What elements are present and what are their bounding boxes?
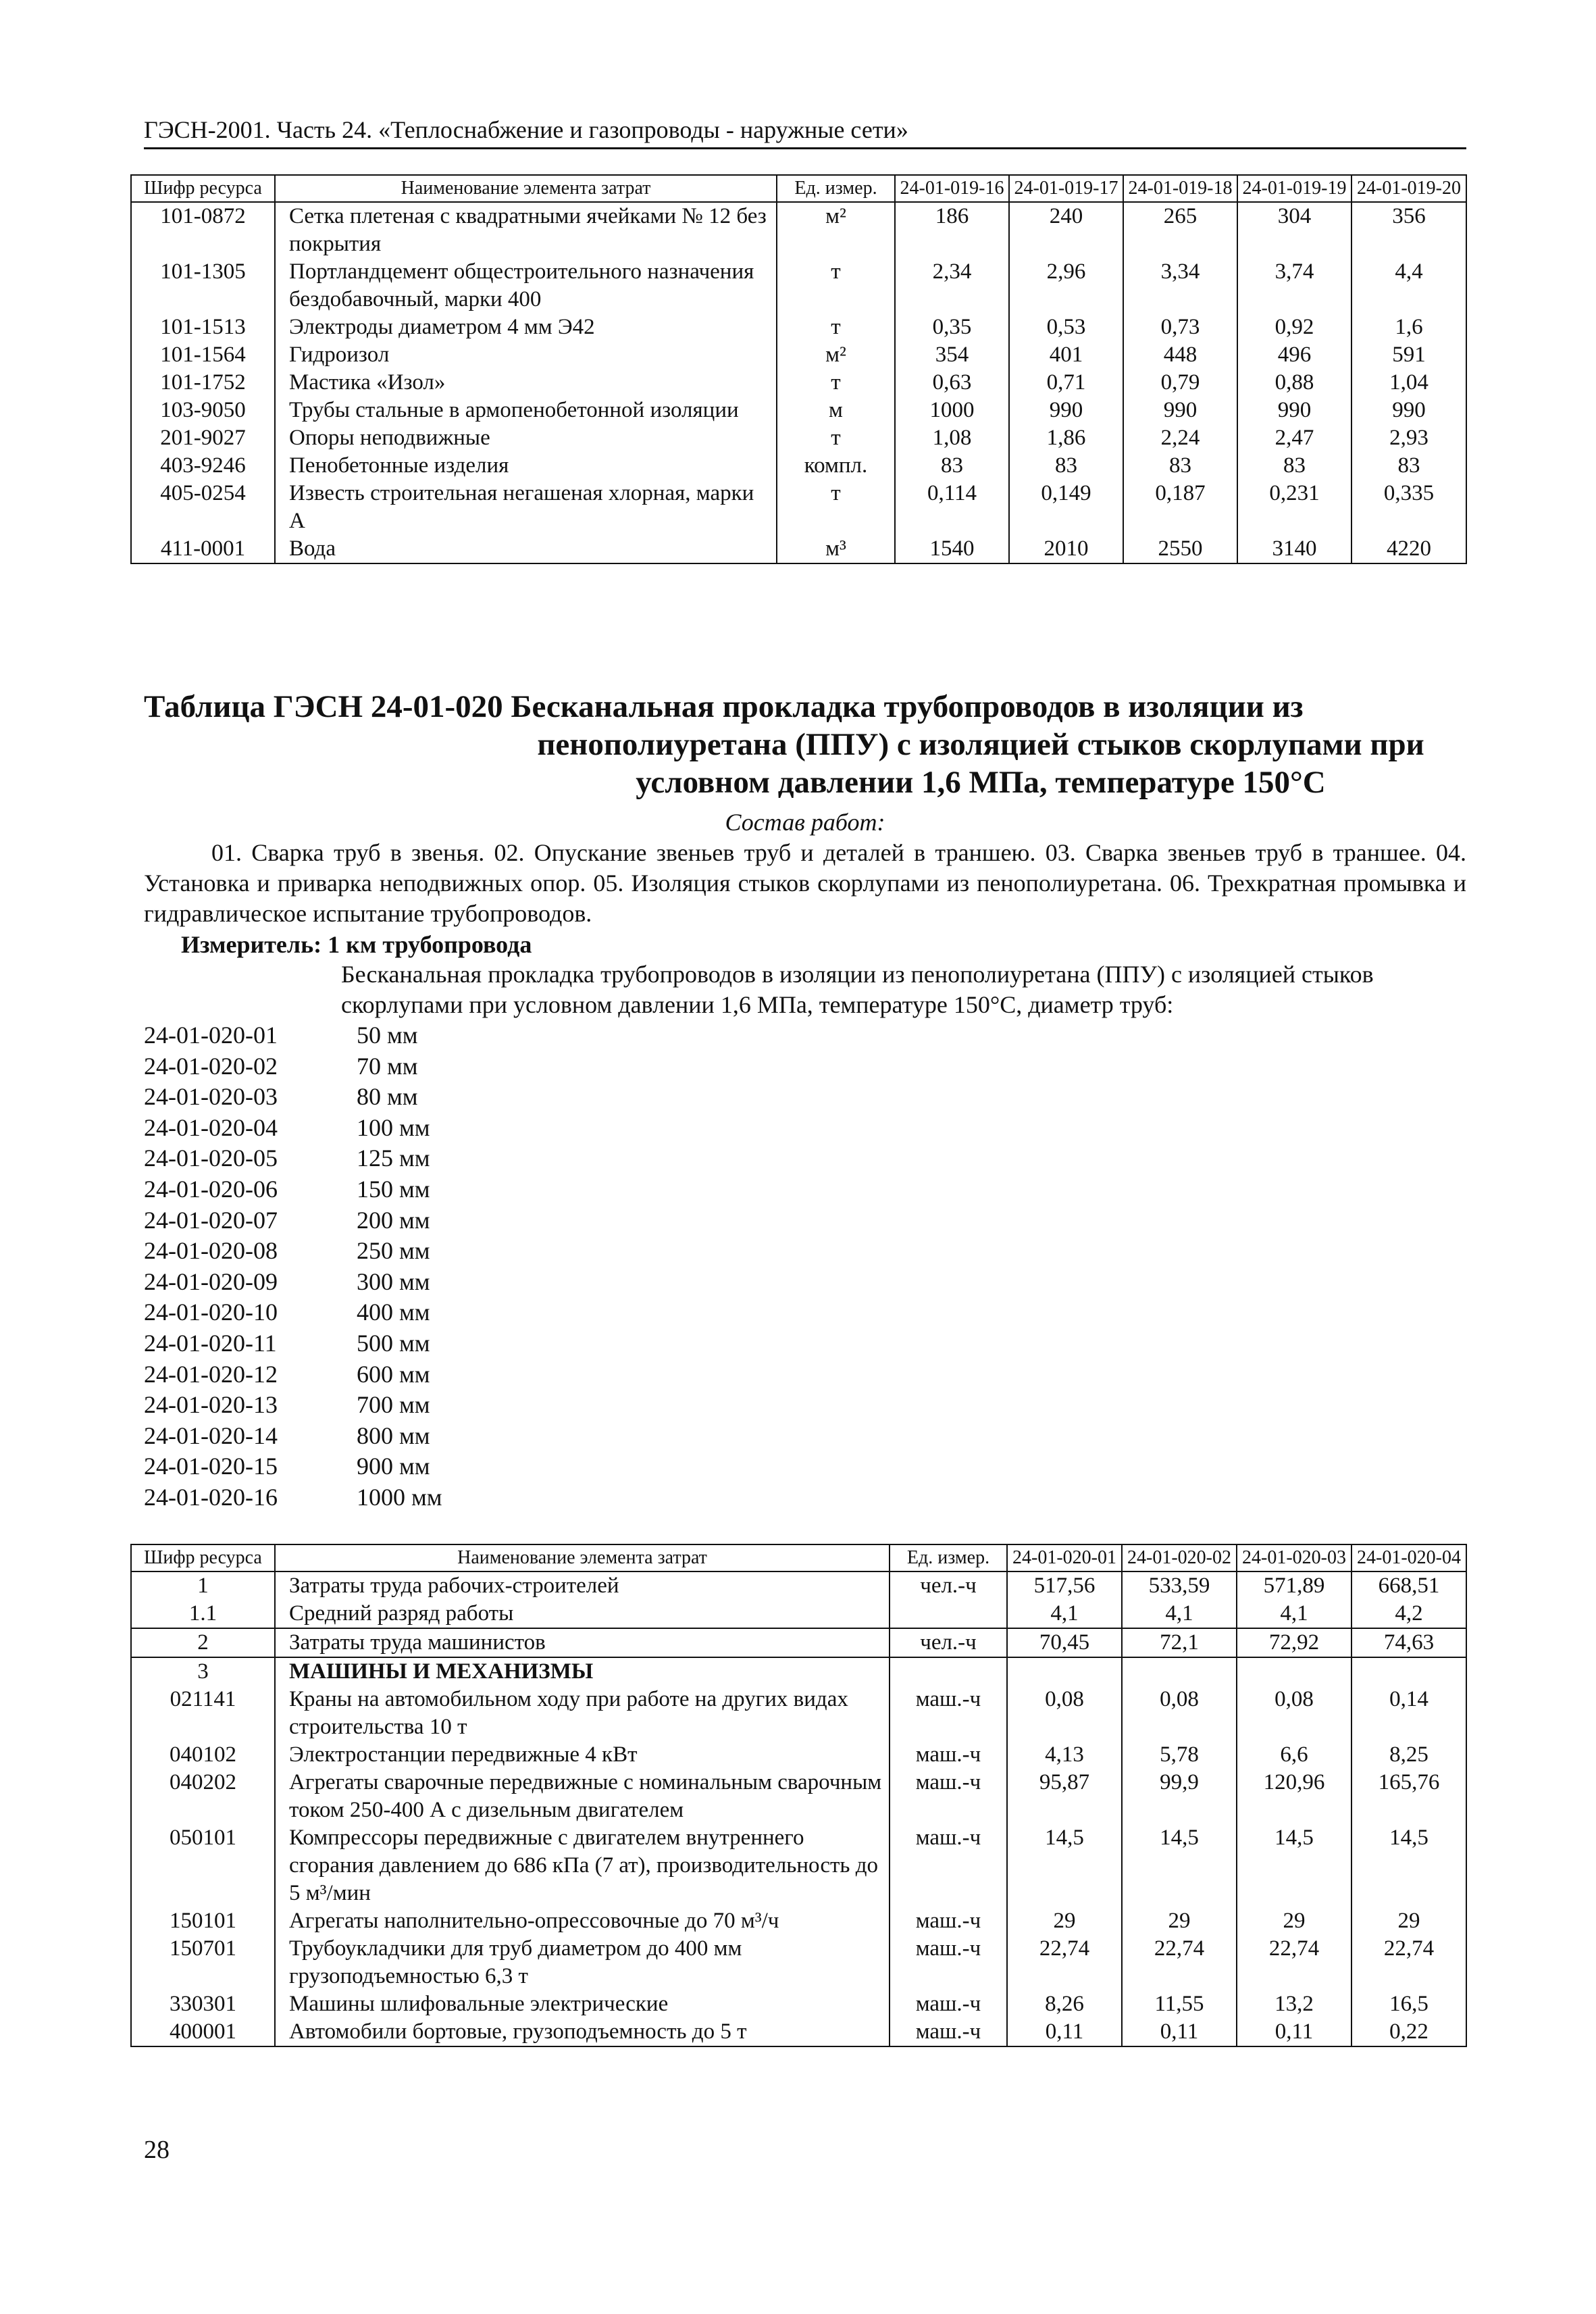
value: 0,187 <box>1123 480 1237 535</box>
resource-code: 103-9050 <box>131 397 275 424</box>
list-item <box>144 1082 442 1113</box>
value: 1,08 <box>895 424 1009 452</box>
pipe-diameter: 900 мм <box>357 1453 430 1480</box>
list-item <box>144 1174 442 1205</box>
pipe-diameter: 1000 мм <box>357 1483 442 1511</box>
value: 990 <box>1123 397 1237 424</box>
unit: компл. <box>777 452 895 480</box>
value: 74,63 <box>1352 1628 1466 1657</box>
resource-name: Компрессоры передвижные с двигателем внутреннего сгорания давлением до 686 кПа (7 ат), производительность до 5 м³/мин <box>275 1824 890 1907</box>
value: 4,4 <box>1352 258 1466 313</box>
unit: маш.-ч <box>890 2018 1007 2046</box>
column-header: 24-01-019-17 <box>1009 175 1123 202</box>
norm-code: 24-01-020-16 <box>144 1483 278 1511</box>
column-header: 24-01-020-03 <box>1237 1544 1352 1571</box>
pipe-diameter: 125 мм <box>357 1145 430 1172</box>
list-item <box>144 1482 442 1513</box>
column-header: 24-01-020-04 <box>1352 1544 1466 1571</box>
resource-code: 330301 <box>131 1990 275 2018</box>
title-line-1: Таблица ГЭСН 24-01-020 Бесканальная прокладка трубопроводов в изоляции из <box>144 689 1304 724</box>
value: 83 <box>1352 452 1466 480</box>
table-row <box>131 1935 1466 1990</box>
table-row <box>131 452 1466 480</box>
table-row <box>131 1628 1466 1657</box>
value: 4,1 <box>1237 1600 1352 1628</box>
value: 83 <box>1123 452 1237 480</box>
value: 0,08 <box>1122 1686 1237 1741</box>
value: 13,2 <box>1237 1990 1352 2018</box>
resource-name: Мастика «Изол» <box>275 369 777 397</box>
unit: т <box>777 369 895 397</box>
list-item <box>144 1143 442 1174</box>
unit: т <box>777 258 895 313</box>
resource-name: Вода <box>275 535 777 563</box>
page-number: 28 <box>144 2136 170 2164</box>
resource-code: 040102 <box>131 1741 275 1769</box>
list-item <box>144 1051 442 1082</box>
list-item <box>144 1297 442 1328</box>
value: 668,51 <box>1352 1571 1466 1600</box>
resource-code: 101-1513 <box>131 313 275 341</box>
unit: т <box>777 313 895 341</box>
value: 0,114 <box>895 480 1009 535</box>
value: 990 <box>1352 397 1466 424</box>
table-row <box>131 1741 1466 1769</box>
column-header: 24-01-019-16 <box>895 175 1009 202</box>
value: 3,74 <box>1237 258 1352 313</box>
value: 165,76 <box>1352 1769 1466 1824</box>
value: 0,11 <box>1237 2018 1352 2046</box>
table-title <box>144 688 1466 801</box>
resource-code: 1.1 <box>131 1600 275 1628</box>
pipe-diameter: 250 мм <box>357 1237 430 1265</box>
value: 83 <box>895 452 1009 480</box>
works-heading: Состав работ: <box>725 809 885 836</box>
norm-code: 24-01-020-14 <box>144 1422 278 1449</box>
value: 0,71 <box>1009 369 1123 397</box>
table-row <box>131 480 1466 535</box>
value: 120,96 <box>1237 1769 1352 1824</box>
resource-code: 101-1564 <box>131 341 275 369</box>
list-item <box>144 1267 442 1298</box>
resource-code: 405-0254 <box>131 480 275 535</box>
value: 4,1 <box>1007 1600 1122 1628</box>
value: 14,5 <box>1237 1824 1352 1907</box>
value: 304 <box>1237 202 1352 258</box>
pipe-diameter: 100 мм <box>357 1113 430 1141</box>
value: 3140 <box>1237 535 1352 563</box>
value: 0,63 <box>895 369 1009 397</box>
table-body <box>131 202 1466 563</box>
value: 2,47 <box>1237 424 1352 452</box>
resource-code: 403-9246 <box>131 452 275 480</box>
table-row <box>131 535 1466 563</box>
list-item <box>144 1390 442 1421</box>
value: 0,35 <box>895 313 1009 341</box>
resource-code: 021141 <box>131 1686 275 1741</box>
value: 6,6 <box>1237 1741 1352 1769</box>
unit: маш.-ч <box>890 1741 1007 1769</box>
norm-code: 24-01-020-06 <box>144 1175 278 1203</box>
value: 0,73 <box>1123 313 1237 341</box>
value: 29 <box>1352 1907 1466 1935</box>
value <box>1237 1657 1352 1686</box>
value: 2,24 <box>1123 424 1237 452</box>
column-header: 24-01-019-19 <box>1237 175 1352 202</box>
value: 0,08 <box>1237 1686 1352 1741</box>
value: 4,1 <box>1122 1600 1237 1628</box>
resource-code: 050101 <box>131 1824 275 1907</box>
value: 4,2 <box>1352 1600 1466 1628</box>
resource-name: Пенобетонные изделия <box>275 452 777 480</box>
value: 517,56 <box>1007 1571 1122 1600</box>
resource-name: Затраты труда машинистов <box>275 1628 890 1657</box>
value: 0,79 <box>1123 369 1237 397</box>
value: 72,1 <box>1122 1628 1237 1657</box>
value: 2,34 <box>895 258 1009 313</box>
value: 22,74 <box>1352 1935 1466 1990</box>
value: 4220 <box>1352 535 1466 563</box>
unit: чел.-ч <box>890 1571 1007 1600</box>
unit: маш.-ч <box>890 1824 1007 1907</box>
resource-name: Автомобили бортовые, грузоподъемность до 5 т <box>275 2018 890 2046</box>
unit: чел.-ч <box>890 1628 1007 1657</box>
unit: маш.-ч <box>890 1935 1007 1990</box>
value: 11,55 <box>1122 1990 1237 2018</box>
resource-name: Гидроизол <box>275 341 777 369</box>
value: 4,13 <box>1007 1741 1122 1769</box>
value: 14,5 <box>1122 1824 1237 1907</box>
value: 14,5 <box>1007 1824 1122 1907</box>
resource-name: МАШИНЫ И МЕХАНИЗМЫ <box>275 1657 890 1686</box>
value: 1,6 <box>1352 313 1466 341</box>
unit <box>890 1657 1007 1686</box>
column-header: Наименование элемента затрат <box>275 1544 890 1571</box>
table-row <box>131 1990 1466 2018</box>
value: 1540 <box>895 535 1009 563</box>
table-row <box>131 424 1466 452</box>
resource-name: Электроды диаметром 4 мм Э42 <box>275 313 777 341</box>
norm-code: 24-01-020-08 <box>144 1237 278 1265</box>
value: 29 <box>1237 1907 1352 1935</box>
norm-description: Бесканальная прокладка трубопроводов в изоляции из пенополиуретана (ППУ) с изоляцией стыков скорлупами при условном давлении 1,6 МПа, температуре 150°С, диаметр труб: <box>341 961 1374 1018</box>
value: 0,53 <box>1009 313 1123 341</box>
table-body <box>131 1571 1466 2046</box>
unit: маш.-ч <box>890 1686 1007 1741</box>
pipe-diameter: 80 мм <box>357 1083 418 1111</box>
value: 0,08 <box>1007 1686 1122 1741</box>
value: 83 <box>1237 452 1352 480</box>
value: 591 <box>1352 341 1466 369</box>
value: 14,5 <box>1352 1824 1466 1907</box>
resource-name: Портландцемент общестроительного назначения бездобавочный, марки 400 <box>275 258 777 313</box>
norm-code: 24-01-020-04 <box>144 1113 278 1141</box>
value: 0,11 <box>1007 2018 1122 2046</box>
table-row <box>131 258 1466 313</box>
list-item <box>144 1451 442 1482</box>
value: 3,34 <box>1123 258 1237 313</box>
list-item <box>144 1328 442 1359</box>
code-list <box>144 1020 442 1513</box>
value: 2,96 <box>1009 258 1123 313</box>
column-header: Наименование элемента затрат <box>275 175 777 202</box>
resource-code: 201-9027 <box>131 424 275 452</box>
norm-code: 24-01-020-01 <box>144 1022 278 1049</box>
value: 990 <box>1237 397 1352 424</box>
value: 240 <box>1009 202 1123 258</box>
value: 0,22 <box>1352 2018 1466 2046</box>
unit: маш.-ч <box>890 1769 1007 1824</box>
unit: т <box>777 480 895 535</box>
table-header-row <box>131 175 1466 202</box>
unit: маш.-ч <box>890 1990 1007 2018</box>
resource-code: 411-0001 <box>131 535 275 563</box>
resource-code: 150701 <box>131 1935 275 1990</box>
resource-code: 1 <box>131 1571 275 1600</box>
table-row <box>131 1907 1466 1935</box>
column-header: Ед. измер. <box>777 175 895 202</box>
value: 0,88 <box>1237 369 1352 397</box>
resource-name: Известь строительная негашеная хлорная, марки А <box>275 480 777 535</box>
column-header: Шифр ресурса <box>131 1544 275 1571</box>
list-item <box>144 1205 442 1236</box>
value: 16,5 <box>1352 1990 1466 2018</box>
norm-code: 24-01-020-13 <box>144 1391 278 1419</box>
value: 401 <box>1009 341 1123 369</box>
resource-name: Электростанции передвижные 4 кВт <box>275 1741 890 1769</box>
works-list: 01. Сварка труб в звенья. 02. Опускание звеньев труб и деталей в траншею. 03. Сварка звеньев труб в траншее. 04. Установка и приварка неподвижных опор. 05. Изоляция стыков скорлупами из пенополиуретана. 06. Трехкратная промывка и гидравлическое испытание трубопроводов. <box>144 839 1466 927</box>
pipe-diameter: 150 мм <box>357 1175 430 1203</box>
resource-name: Краны на автомобильном ходу при работе на других видах строительства 10 т <box>275 1686 890 1741</box>
pipe-diameter: 400 мм <box>357 1299 430 1326</box>
value: 571,89 <box>1237 1571 1352 1600</box>
title-line-3: условном давлении 1,6 МПа, температуре 150°С <box>636 765 1326 800</box>
resource-code: 150101 <box>131 1907 275 1935</box>
unit: м² <box>777 202 895 258</box>
column-header: 24-01-020-02 <box>1122 1544 1237 1571</box>
pipe-diameter: 700 мм <box>357 1391 430 1419</box>
pipe-diameter: 50 мм <box>357 1022 418 1049</box>
pipe-diameter: 800 мм <box>357 1422 430 1449</box>
unit <box>890 1600 1007 1628</box>
value: 265 <box>1123 202 1237 258</box>
norm-code: 24-01-020-10 <box>144 1299 278 1326</box>
unit: маш.-ч <box>890 1907 1007 1935</box>
table-row <box>131 369 1466 397</box>
resource-name: Трубы стальные в армопенобетонной изоляции <box>275 397 777 424</box>
resources-table <box>130 1544 1467 2047</box>
table-row <box>131 1769 1466 1824</box>
resource-code: 101-0872 <box>131 202 275 258</box>
resource-name: Агрегаты сварочные передвижные с номинальным сварочным током 250-400 А с дизельным двигателем <box>275 1769 890 1824</box>
resource-code: 3 <box>131 1657 275 1686</box>
list-item <box>144 1421 442 1452</box>
value: 5,78 <box>1122 1741 1237 1769</box>
value: 1000 <box>895 397 1009 424</box>
list-item <box>144 1113 442 1144</box>
value: 990 <box>1009 397 1123 424</box>
column-header: 24-01-019-18 <box>1123 175 1237 202</box>
value: 354 <box>895 341 1009 369</box>
table-row <box>131 1824 1466 1907</box>
value <box>1007 1657 1122 1686</box>
resource-name: Сетка плетеная с квадратными ячейками № 12 без покрытия <box>275 202 777 258</box>
table-row <box>131 397 1466 424</box>
value: 22,74 <box>1007 1935 1122 1990</box>
value: 22,74 <box>1122 1935 1237 1990</box>
pipe-diameter: 600 мм <box>357 1360 430 1388</box>
value: 8,25 <box>1352 1741 1466 1769</box>
value: 2550 <box>1123 535 1237 563</box>
resource-name: Трубоукладчики для труб диаметром до 400 мм грузоподъемностью 6,3 т <box>275 1935 890 1990</box>
norm-code: 24-01-020-15 <box>144 1453 278 1480</box>
value: 1,86 <box>1009 424 1123 452</box>
value: 95,87 <box>1007 1769 1122 1824</box>
value: 0,14 <box>1352 1686 1466 1741</box>
running-header: ГЭСН-2001. Часть 24. «Теплоснабжение и газопроводы - наружные сети» <box>144 115 1466 149</box>
value <box>1352 1657 1466 1686</box>
list-item <box>144 1359 442 1390</box>
value: 2010 <box>1009 535 1123 563</box>
value: 496 <box>1237 341 1352 369</box>
list-item <box>144 1236 442 1267</box>
value: 356 <box>1352 202 1466 258</box>
table-row <box>131 1571 1466 1600</box>
table-row <box>131 1657 1466 1686</box>
table-row <box>131 1686 1466 1741</box>
title-line-2: пенополиуретана (ППУ) с изоляцией стыков скорлупами при <box>537 727 1424 762</box>
pipe-diameter: 500 мм <box>357 1329 430 1357</box>
value: 22,74 <box>1237 1935 1352 1990</box>
pipe-diameter: 300 мм <box>357 1267 430 1295</box>
list-item <box>144 1020 442 1051</box>
value: 83 <box>1009 452 1123 480</box>
value: 0,231 <box>1237 480 1352 535</box>
unit: м <box>777 397 895 424</box>
table-header-row <box>131 1544 1466 1571</box>
norm-code: 24-01-020-11 <box>144 1329 277 1357</box>
value: 0,92 <box>1237 313 1352 341</box>
table-row <box>131 1600 1466 1628</box>
value: 0,149 <box>1009 480 1123 535</box>
norm-code: 24-01-020-12 <box>144 1360 278 1388</box>
pipe-diameter: 200 мм <box>357 1206 430 1234</box>
measure-unit: Измеритель: 1 км трубопровода <box>181 931 532 958</box>
norm-code: 24-01-020-05 <box>144 1145 278 1172</box>
table-row <box>131 2018 1466 2046</box>
table-row <box>131 202 1466 258</box>
value <box>1122 1657 1237 1686</box>
resource-code: 040202 <box>131 1769 275 1824</box>
value: 29 <box>1122 1907 1237 1935</box>
resource-code: 2 <box>131 1628 275 1657</box>
value: 533,59 <box>1122 1571 1237 1600</box>
norm-code: 24-01-020-02 <box>144 1052 278 1080</box>
table-row <box>131 313 1466 341</box>
value: 99,9 <box>1122 1769 1237 1824</box>
resource-code: 101-1305 <box>131 258 275 313</box>
value: 2,93 <box>1352 424 1466 452</box>
norm-code: 24-01-020-03 <box>144 1083 278 1111</box>
table-row <box>131 341 1466 369</box>
resource-code: 400001 <box>131 2018 275 2046</box>
resource-code: 101-1752 <box>131 369 275 397</box>
value: 29 <box>1007 1907 1122 1935</box>
pipe-diameter: 70 мм <box>357 1052 418 1080</box>
column-header: Ед. измер. <box>890 1544 1007 1571</box>
column-header: Шифр ресурса <box>131 175 275 202</box>
column-header: 24-01-020-01 <box>1007 1544 1122 1571</box>
value: 8,26 <box>1007 1990 1122 2018</box>
norm-code: 24-01-020-09 <box>144 1267 278 1295</box>
unit: т <box>777 424 895 452</box>
value: 70,45 <box>1007 1628 1122 1657</box>
materials-table <box>130 174 1467 564</box>
resource-name: Затраты труда рабочих-строителей <box>275 1571 890 1600</box>
resource-name: Опоры неподвижные <box>275 424 777 452</box>
value: 0,11 <box>1122 2018 1237 2046</box>
value: 72,92 <box>1237 1628 1352 1657</box>
unit: м³ <box>777 535 895 563</box>
column-header: 24-01-019-20 <box>1352 175 1466 202</box>
resource-name: Машины шлифовальные электрические <box>275 1990 890 2018</box>
unit: м² <box>777 341 895 369</box>
value: 186 <box>895 202 1009 258</box>
resource-name: Средний разряд работы <box>275 1600 890 1628</box>
value: 1,04 <box>1352 369 1466 397</box>
resource-name: Агрегаты наполнительно-опрессовочные до 70 м³/ч <box>275 1907 890 1935</box>
value: 0,335 <box>1352 480 1466 535</box>
value: 448 <box>1123 341 1237 369</box>
norm-code: 24-01-020-07 <box>144 1206 278 1234</box>
